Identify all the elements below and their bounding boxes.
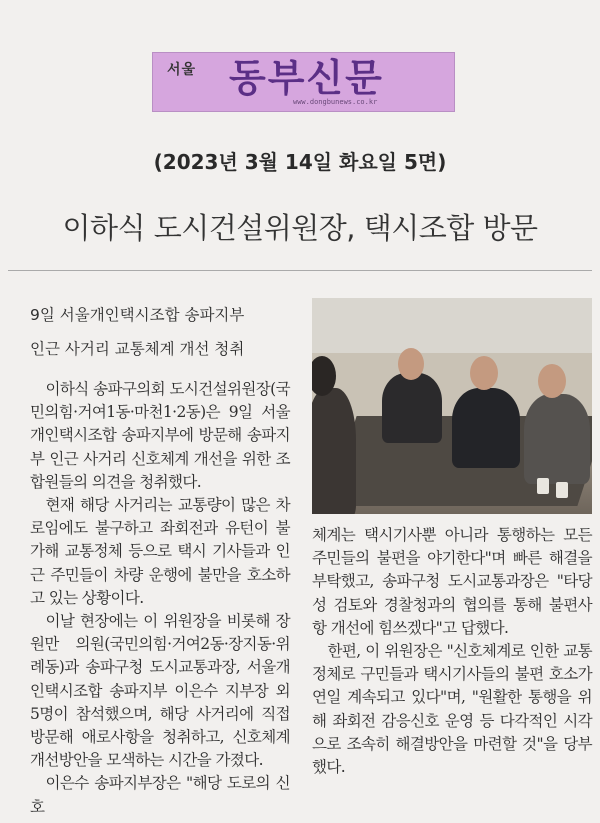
publication-date: (2023년 3월 14일 화요일 5면) [153, 150, 447, 174]
photo-person-head [538, 364, 566, 398]
masthead-region: 서울 [167, 62, 197, 78]
article-headline: 이하식 도시건설위원장, 택시조합 방문 [62, 211, 538, 245]
photo-cup [556, 482, 568, 498]
newspaper-masthead [152, 52, 455, 112]
photo-person [452, 388, 520, 468]
body-paragraph: 이은수 송파지부장은 "해당 도로의 신호 [30, 774, 290, 816]
divider [8, 270, 592, 271]
subheading-line: 9일 서울개인택시조합 송파지부 [30, 306, 245, 324]
masthead-url: www.dongbunews.co.kr [293, 98, 378, 106]
photo-person [312, 388, 356, 514]
article-photo [312, 298, 592, 514]
body-paragraph: 이하식 송파구의회 도시건설위원장(국민의힘·거여1동·마천1·2동)은 9일 서울개인택시조합 송파지부에 방문해 송파지부 인근 사거리 신호체계 개선을 위한 조합원들의 의견을 청취했다. [30, 380, 290, 491]
photo-window [312, 298, 592, 358]
photo-cup [537, 478, 549, 494]
photo-person-head [470, 356, 498, 390]
masthead-logo: 동부신문 [229, 56, 384, 100]
photo-person [524, 394, 590, 484]
subheading-line: 인근 사거리 교통체계 개선 청취 [30, 340, 245, 358]
article-body-left [30, 378, 290, 819]
body-paragraph: 한편, 이 위원장은 "신호체계로 인한 교통정체로 구민들과 택시기사들의 불편 호소가 연일 계속되고 있다"며, "원활한 통행을 위해 좌회전 감응신호 운영 등 다각적인 시각으로 조속히 해결방안을 마련할 것"을 당부했다. [312, 642, 592, 777]
article-body-right [312, 524, 592, 779]
photo-person-head [398, 348, 424, 380]
article-subheadings [30, 298, 310, 366]
body-paragraph: 이날 현장에는 이 위원장을 비롯해 장원만 의원(국민의힘·거여2동·장지동·위례동)과 송파구청 도시교통과장, 서울개인택시조합 송파지부 이은수 지부장 외 5명이 참석했으며, 해당 사거리에 직접 방문해 애로사항을 청취하고, 신호체계 개선방안을 모색하는 시간을 가졌다. [30, 612, 290, 770]
body-paragraph: 현재 해당 사거리는 교통량이 많은 차로임에도 불구하고 좌회전과 유턴이 불가해 교통정체 등으로 택시 기사들과 인근 주민들이 차량 운행에 불만을 호소하고 있는 상황이다. [30, 496, 290, 607]
body-paragraph: 체계는 택시기사뿐 아니라 통행하는 모든 주민들의 불편을 야기한다"며 빠른 해결을 부탁했고, 송파구청 도시교통과장은 "타당성 검토와 경찰청과의 협의를 통해 불편사항 개선에 힘쓰겠다"고 답했다. [312, 526, 592, 637]
photo-person [382, 373, 442, 443]
